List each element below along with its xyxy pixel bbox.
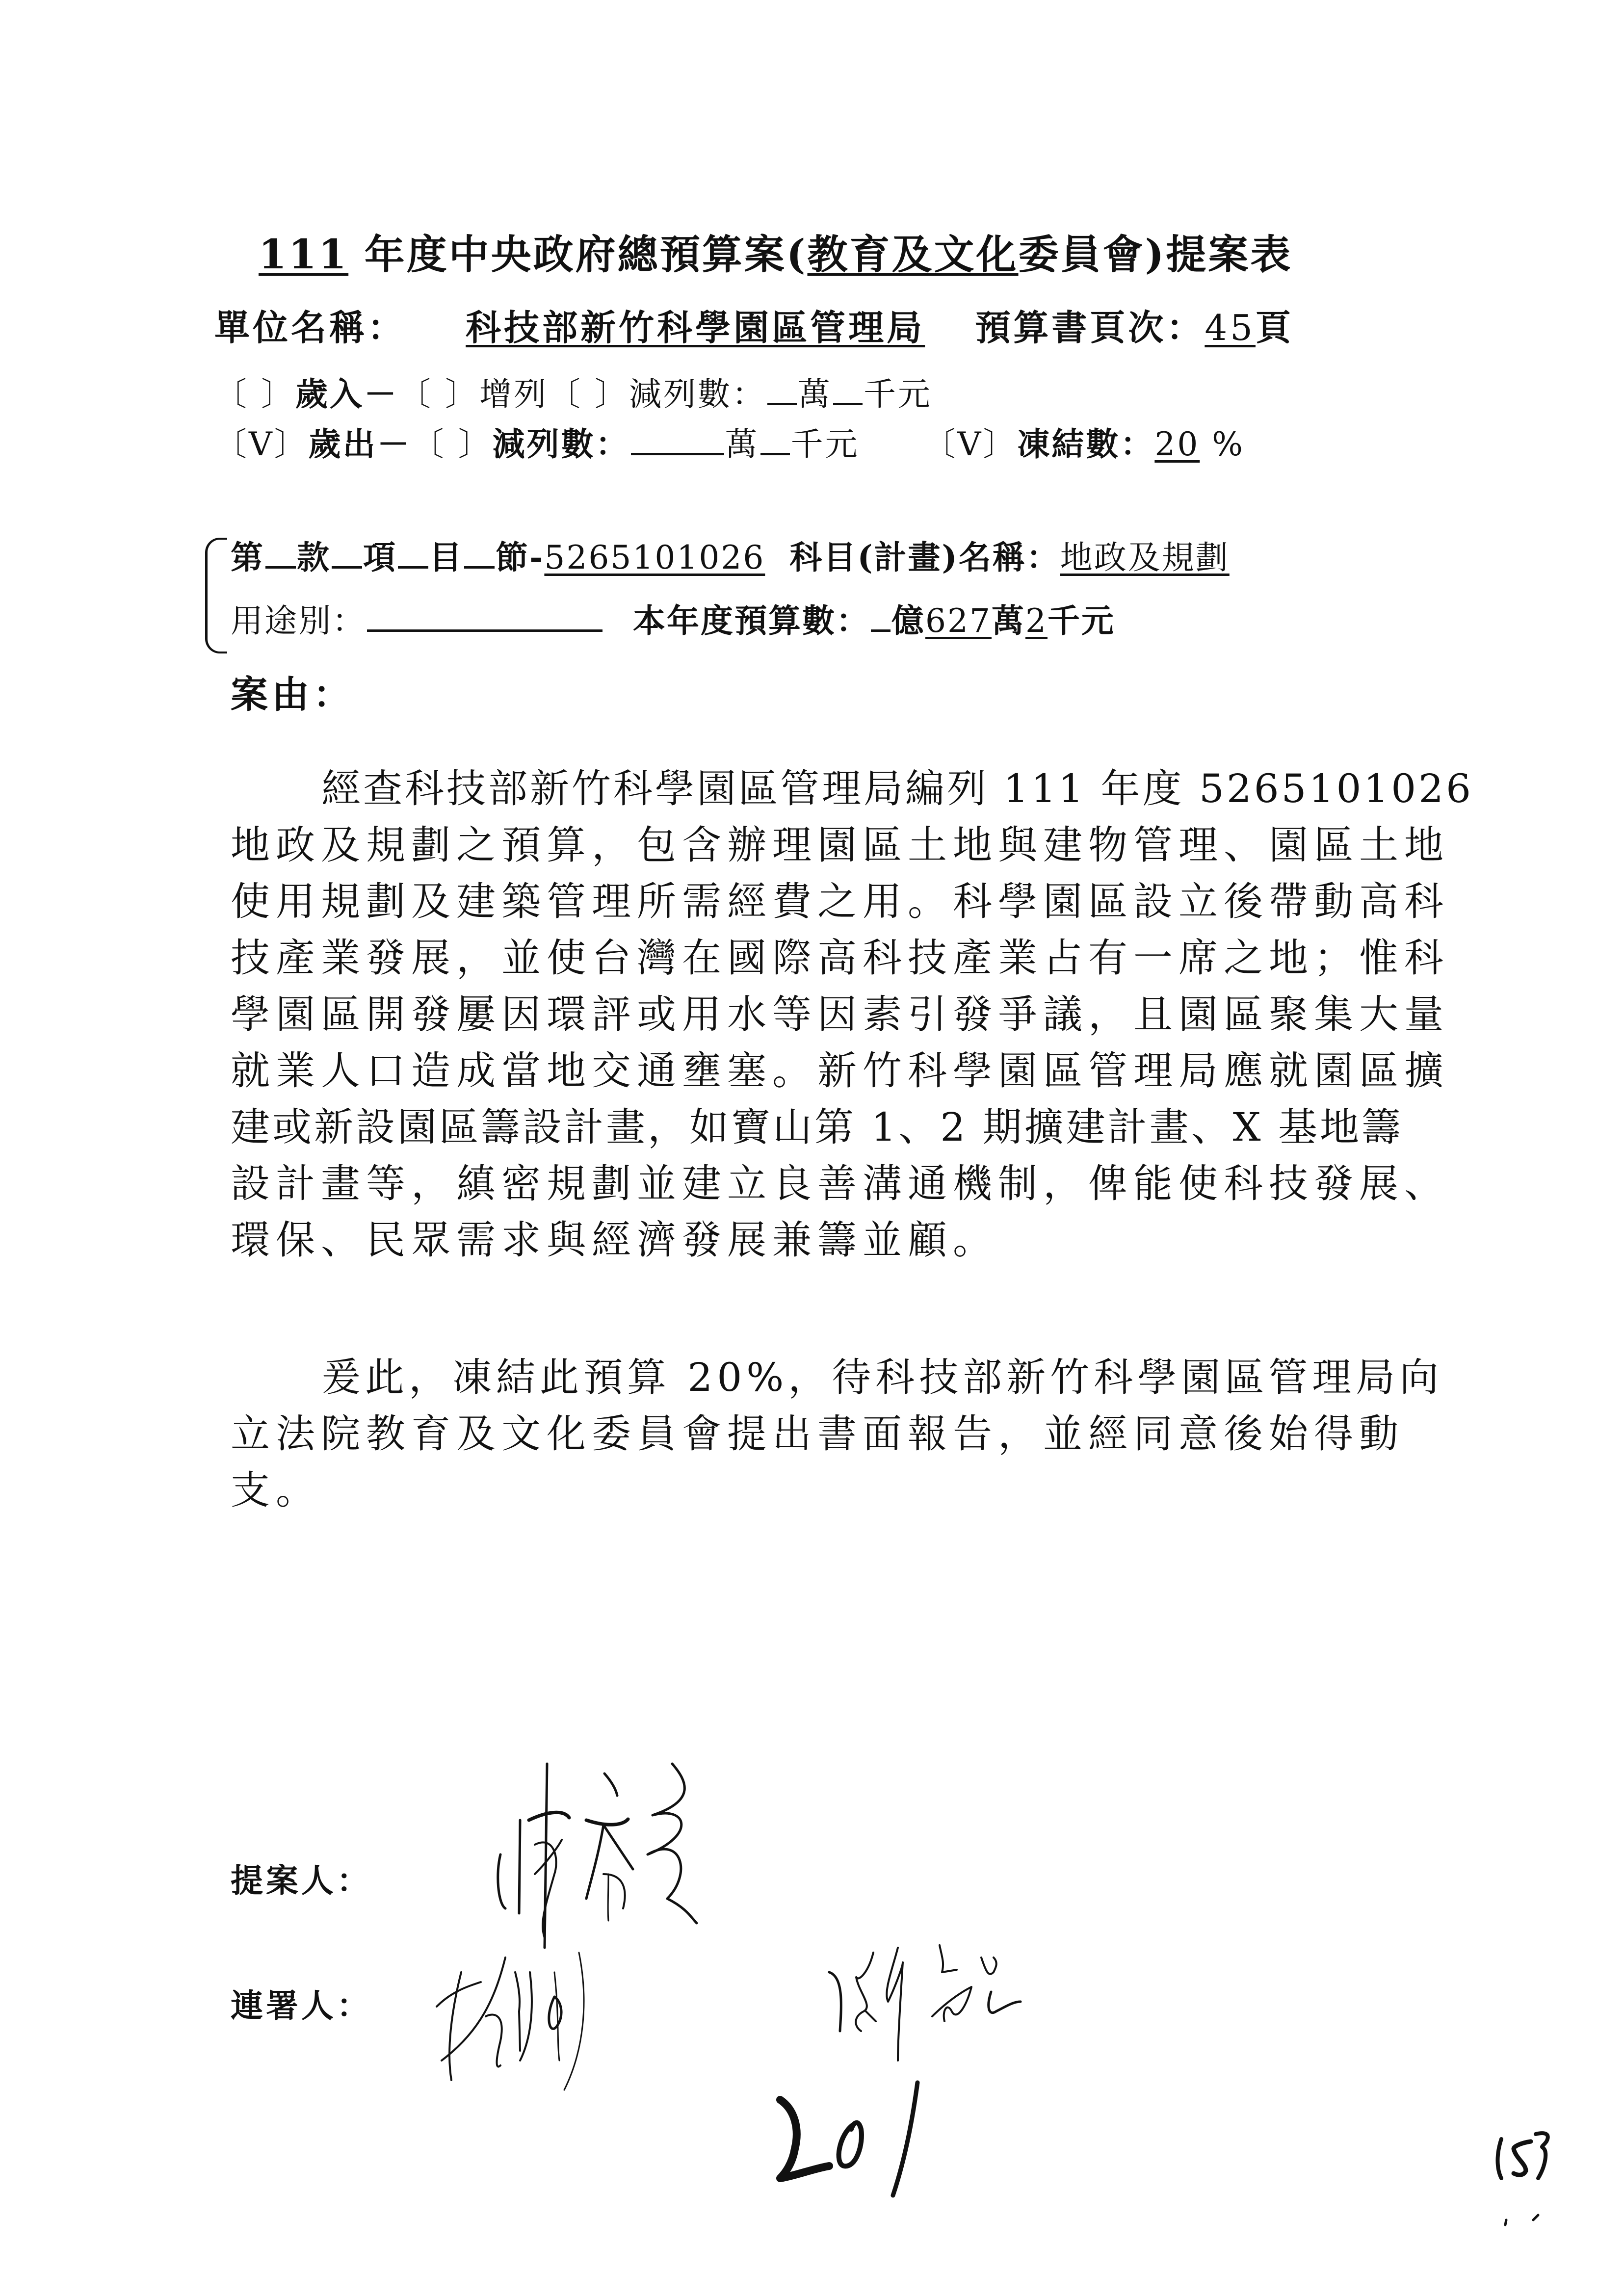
budget-qian-unit: 千元 [1047,601,1115,640]
expenditure-checkbox[interactable]: 〔V〕 [214,425,309,463]
exp-wan-blank [631,452,724,455]
paragraph-line: 支。 [231,1467,321,1513]
budget-label: 本年度預算數： [633,601,870,640]
cosigner-label: 連署人： [231,1986,372,2025]
section-line [231,538,1230,576]
unit-line [214,307,1294,348]
paragraph-line: 就業人口造成當地交通壅塞。新竹科學園區管理局應就園區擴 [231,1048,1449,1094]
budget-wan-unit: 萬 [991,601,1025,640]
proposer-signature [481,1761,824,1957]
purpose-blank [367,629,602,632]
cosigner-signature-1 [432,1943,736,2110]
paragraph-line: 建或新設園區籌設計畫，如寶山第 1、2 期擴建計畫、X 基地籌 [231,1104,1404,1150]
exp-qian-blank [760,452,790,455]
exp-wan-unit: 萬 [725,425,760,463]
xiang-blank [332,566,362,569]
expenditure-line [214,425,1245,463]
paragraph-line: 環保、民眾需求與經濟發展兼籌並顧。 [231,1217,998,1263]
page-value: 45 [1205,307,1256,348]
title-year: 111 [259,231,349,278]
form-title [259,231,1293,278]
jie-blank [464,566,495,569]
mu-blank [398,566,428,569]
paragraph-line: 爰此，凍結此預算 20%，待科技部新竹科學園區管理局向 [321,1355,1443,1400]
cosigner-signature-2 [819,1943,1104,2090]
kuan-blank [265,566,296,569]
expenditure-label: 歲出－ [308,425,412,463]
paragraph-line: 設計畫等，縝密規劃並建立良善溝通機制，俾能使科技發展、 [231,1161,1449,1206]
subject-label: 科目(計畫)名稱： [789,538,1060,576]
exp-qian-unit: 千元 [790,425,860,463]
qian-unit: 千元 [863,375,932,413]
title-committee: 教育及文化 [807,231,1019,278]
paragraph-line: 技產業發展，並使台灣在國際高科技產業占有一席之地；惟科 [231,935,1449,981]
unit-label: 單位名稱： [214,307,406,348]
handwritten-page-number [1492,2129,1560,2232]
section-bracket [205,538,227,653]
qian-blank [833,402,863,405]
di-label: 第 [231,538,264,576]
freeze-checkbox[interactable]: 〔V〕 [923,425,1018,463]
proposer-label: 提案人： [231,1861,372,1900]
revenue-label: 歲入－ [295,375,398,413]
purpose-label: 用途別： [231,602,366,640]
exp-decrease-label: 減列數： [492,425,630,463]
freeze-unit: % [1200,425,1245,463]
increase-label: 增列 [479,375,548,413]
kuan-label: 款 [297,538,331,576]
title-part1: 年度中央政府總預算案( [348,231,808,278]
decrease-checkbox[interactable]: 〔 〕 [548,375,629,413]
yi-unit: 億 [891,601,925,640]
paragraph-line: 使用規劃及建築管理所需經費之用。科學園區設立後帶動高科 [231,879,1449,924]
paragraph-line: 學園區開發屢因環評或用水等因素引發爭議，且園區聚集大量 [231,991,1449,1037]
budget-qian-value: 2 [1025,602,1048,640]
mu-label: 目 [429,538,463,576]
revenue-line [214,375,932,413]
xiang-label: 項 [363,538,397,576]
increase-checkbox[interactable]: 〔 〕 [398,375,479,413]
decrease-label: 減列數： [629,375,766,413]
jie-label: 節- [496,538,545,576]
exp-decrease-checkbox[interactable]: 〔 〕 [411,425,493,463]
handwritten-number-201 [765,2080,962,2208]
unit-value: 科技部新竹科學園區管理局 [466,307,925,348]
budget-wan-value: 627 [925,602,992,640]
freeze-value: 20 [1154,425,1200,463]
paragraph-line: 立法院教育及文化委員會提出書面報告，並經同意後始得動 [231,1411,1404,1457]
page-label: 預算書頁次： [975,307,1205,348]
yi-blank [871,629,891,632]
page-suffix: 頁 [1255,307,1294,348]
freeze-label: 凍結數： [1017,425,1155,463]
wan-unit: 萬 [797,375,832,413]
revenue-checkbox[interactable]: 〔 〕 [214,375,295,413]
paragraph-line: 地政及規劃之預算，包含辦理園區土地與建物管理、園區土地 [231,822,1449,868]
reason-label: 案由： [231,673,354,716]
subject-value: 地政及規劃 [1060,539,1230,576]
purpose-line [231,601,1115,640]
wan-blank [767,402,797,405]
section-code: 5265101026 [544,539,765,576]
paragraph-line: 經查科技部新竹科學園區管理局編列 111 年度 5265101026 [321,766,1473,811]
title-part2: 委員會)提案表 [1018,231,1293,278]
